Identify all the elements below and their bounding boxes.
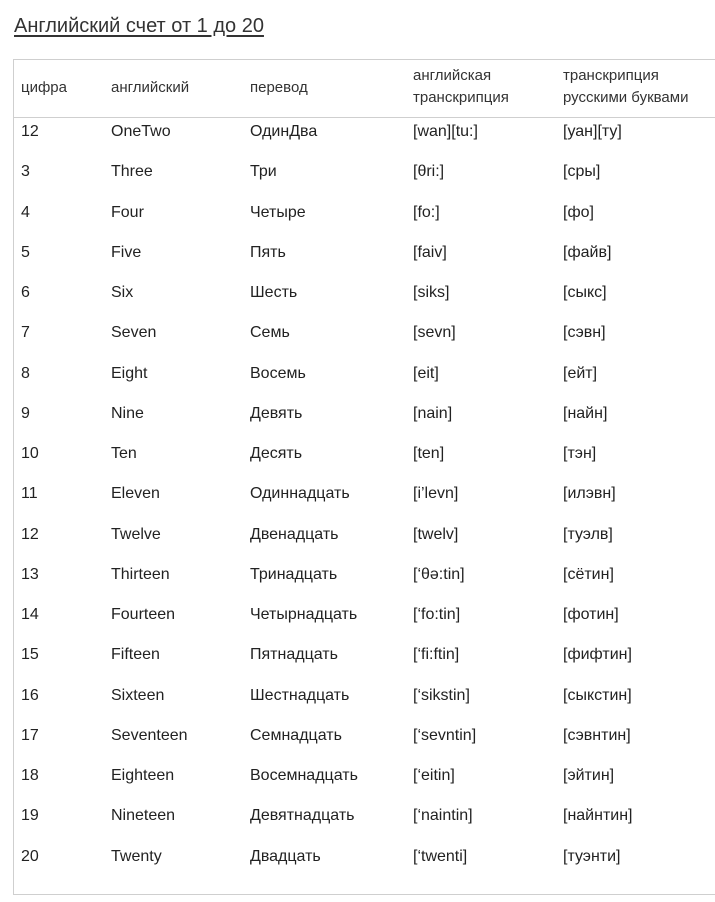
cell-en-transcription: [twelv] [413,525,459,543]
cell-en-transcription: [ten] [413,445,445,462]
cell-digit: 5 [21,243,30,261]
table-row [14,279,715,319]
page-title: Английский счет от 1 до 20 [14,15,264,37]
cell-en-transcription: [fo:] [413,203,440,221]
cell-english: Six [111,284,134,301]
table-row [14,199,715,239]
table-header-row [14,60,715,118]
table-row [14,561,715,601]
header-translation: перевод [250,79,308,96]
table-row [14,521,715,561]
table-row [14,682,715,722]
cell-en-transcription: [‘θə:tin] [413,565,465,583]
table-row [14,118,715,158]
cell-english: Thirteen [111,565,170,583]
cell-translation: Шесть [250,284,298,301]
cell-digit: 7 [21,324,30,342]
table-row [14,641,715,681]
table-row [14,239,715,279]
cell-translation: Двадцать [250,847,321,865]
cell-english: Four [111,203,144,221]
cell-english: OneTwo [111,123,171,140]
header-en-transcription-line2: транскрипция [413,89,509,106]
cell-digit: 13 [21,565,39,583]
cell-en-transcription: [siks] [413,284,450,301]
cell-en-transcription: [‘fi:ftin] [413,646,460,664]
cell-english: Fifteen [111,646,160,664]
header-ru-transcription-line2: русскими буквами [563,89,689,106]
cell-ru-transcription: [сэвн] [563,324,606,342]
cell-en-transcription: [faiv] [413,243,447,261]
cell-translation: Семь [250,324,290,342]
cell-en-transcription: [‘twenti] [413,847,468,865]
table-row [14,722,715,762]
cell-digit: 11 [21,485,38,503]
cell-translation: Двенадцать [250,525,339,543]
cell-english: Seven [111,324,157,342]
cell-digit: 18 [21,767,39,784]
table-row [14,601,715,641]
table-row [14,319,715,359]
cell-ru-transcription: [фифтин] [563,646,632,664]
header-ru-transcription-line1: транскрипция [563,67,659,84]
table-row [14,762,715,802]
cell-english: Nine [111,404,144,422]
cell-english: Eight [111,364,148,382]
cell-translation: Четырнадцать [250,606,358,623]
cell-translation: Пять [250,243,286,261]
cell-translation: Шестнадцать [250,686,350,704]
cell-digit: 3 [21,163,30,181]
cell-digit: 6 [21,284,30,301]
cell-ru-transcription: [уан][ту] [563,123,622,140]
header-en-transcription-line1: английская [413,67,492,84]
cell-english: Eighteen [111,767,175,784]
cell-ru-transcription: [сыкс] [563,284,607,301]
cell-translation: Девятнадцать [250,807,355,825]
cell-digit: 4 [21,203,30,221]
cell-en-transcription: [i’levn] [413,485,459,503]
cell-ru-transcription: [эйтин] [563,767,615,784]
cell-en-transcription: [wan][tu:] [413,123,478,140]
cell-ru-transcription: [ейт] [563,364,598,382]
cell-en-transcription: [nain] [413,404,453,422]
table-row [14,802,715,842]
cell-digit: 15 [21,646,39,664]
cell-ru-transcription: [фотин] [563,606,619,623]
cell-translation: Четыре [250,203,306,221]
cell-ru-transcription: [сры] [563,163,601,181]
cell-digit: 12 [21,123,39,140]
cell-english: Fourteen [111,606,176,623]
header-english: английский [111,79,190,96]
cell-digit: 12 [21,525,39,543]
header-digit: цифра [21,79,67,96]
table-row [14,400,715,440]
cell-ru-transcription: [илэвн] [563,485,616,503]
counting-table [13,59,715,895]
cell-ru-transcription: [туэлв] [563,525,613,543]
table-row [14,360,715,400]
cell-ru-transcription: [найн] [563,404,608,422]
cell-digit: 10 [21,445,39,462]
table-row [14,843,715,883]
cell-ru-transcription: [найнтин] [563,807,633,825]
cell-digit: 20 [21,847,39,865]
cell-english: Ten [111,445,137,462]
cell-en-transcription: [θri:] [413,163,445,181]
cell-en-transcription: [‘eitin] [413,767,455,784]
cell-translation: Три [250,163,277,181]
cell-en-transcription: [‘fo:tin] [413,606,461,623]
cell-translation: Семнадцать [250,726,342,744]
cell-english: Twenty [111,847,162,865]
cell-en-transcription: [eit] [413,364,439,382]
cell-ru-transcription: [фо] [563,203,594,221]
cell-digit: 17 [21,726,39,744]
cell-translation: Десять [250,445,303,462]
cell-english: Sixteen [111,686,165,704]
cell-english: Eleven [111,485,160,503]
cell-translation: Тринадцать [250,565,338,583]
cell-ru-transcription: [сэвнтин] [563,726,631,744]
cell-translation: Восемь [250,364,306,382]
cell-en-transcription: [‘sikstin] [413,686,470,704]
cell-ru-transcription: [сётин] [563,565,614,583]
cell-digit: 16 [21,686,39,704]
cell-english: Seventeen [111,726,188,744]
cell-translation: ОдинДва [250,123,318,140]
cell-en-transcription: [‘sevntin] [413,726,477,744]
cell-translation: Одиннадцать [250,485,350,503]
cell-translation: Пятнадцать [250,646,338,664]
header-ru-transcription [563,65,688,109]
cell-ru-transcription: [туэнти] [563,847,621,865]
cell-ru-transcription: [файв] [563,243,612,261]
table-row [14,440,715,480]
cell-en-transcription: [‘naintin] [413,807,473,825]
cell-en-transcription: [sevn] [413,324,456,342]
table-row [14,158,715,198]
cell-translation: Девять [250,404,303,422]
cell-translation: Восемнадцать [250,767,358,784]
cell-digit: 9 [21,404,30,422]
cell-english: Five [111,243,142,261]
cell-digit: 19 [21,807,39,825]
cell-english: Nineteen [111,807,176,825]
table-row [14,480,715,520]
cell-ru-transcription: [сыкстин] [563,686,632,704]
cell-digit: 14 [21,606,39,623]
cell-digit: 8 [21,364,30,382]
header-en-transcription [413,65,509,109]
cell-english: Three [111,163,153,181]
cell-english: Twelve [111,525,161,543]
cell-ru-transcription: [тэн] [563,445,597,462]
